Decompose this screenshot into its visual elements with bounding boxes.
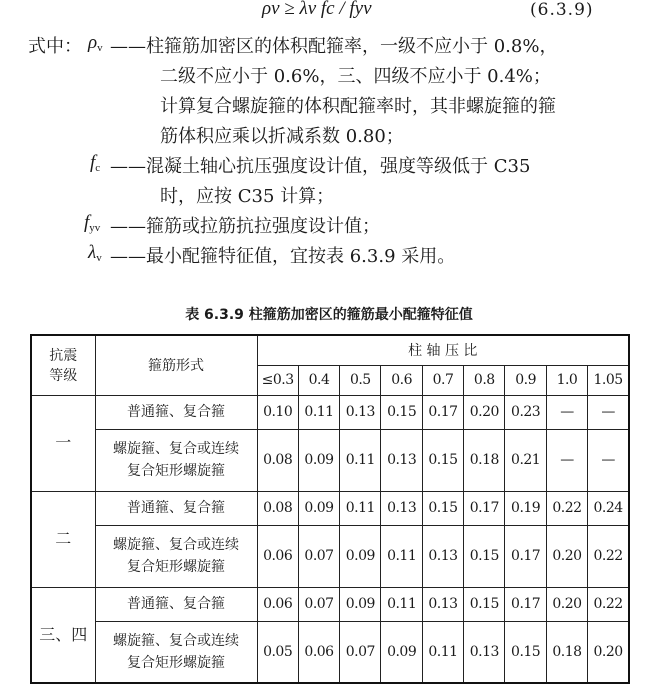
formula-line [0,0,658,28]
table-row [31,429,629,491]
value-cell: 0.11 [298,395,339,429]
fc-symbol: f [90,152,96,173]
value-cell: 0.18 [546,621,587,683]
rho-symbol: ρ [88,32,98,53]
grade-cell: 三、四 [31,587,95,683]
value-cell: 0.09 [298,429,339,491]
value-cell: 0.11 [422,621,463,683]
value-cell: 0.09 [340,587,381,621]
value-cell: 0.17 [505,525,546,587]
value-cell: 0.17 [422,395,463,429]
value-cell: 0.11 [340,429,381,491]
value-cell: 0.23 [505,395,546,429]
form-line-1: 螺旋箍、复合或连续 [113,441,239,457]
form-cell [95,429,257,491]
form-cell [95,525,257,587]
value-cell: 0.05 [257,621,298,683]
value-cell: 0.09 [381,621,422,683]
value-cell: — [546,429,587,491]
value-cell: 0.09 [298,491,339,525]
value-cell: 0.13 [422,587,463,621]
table-row [31,621,629,683]
value-cell: 0.07 [298,587,339,621]
value-cell: 0.09 [340,525,381,587]
value-cell: 0.13 [381,429,422,491]
ratio-header: ≤0.3 [257,365,298,395]
form-line-1: 螺旋箍、复合或连续 [113,632,239,649]
value-cell: 0.15 [381,395,422,429]
value-cell: 0.15 [505,621,546,683]
ratio-header: 0.8 [464,365,505,395]
table-row [31,395,629,429]
form-line-2: 复合矩形螺旋箍 [127,559,225,575]
fyv-subscript: yv [89,222,101,234]
value-cell: 0.15 [464,587,505,621]
form-cell: 普通箍、复合箍 [95,395,257,429]
value-cell: 0.19 [505,491,546,525]
ratio-header: 1.05 [588,365,629,395]
lambda-symbol: λ [88,242,97,263]
fyv-symbol: f [84,212,90,233]
lambda-subscript: v [96,252,102,264]
value-cell: 0.22 [588,525,629,587]
value-cell: 0.22 [546,491,587,525]
header-grade-line-1: 抗震 [49,348,78,365]
rho-subscript: v [97,42,103,54]
value-cell: 0.15 [422,429,463,491]
ratio-header: 0.7 [422,365,463,395]
lead-text: 式中： [28,36,82,57]
header-seismic-grade [31,335,95,395]
value-cell: 0.07 [298,525,339,587]
ratio-header: 0.4 [298,365,339,395]
value-cell: — [588,429,629,491]
value-cell: 0.21 [505,429,546,491]
definition-rho-line-2: 二级不应小于 0.6%，三、四级不应小于 0.4%； [160,66,551,87]
formula-expression: ρv ≥ λv fc / fyv [262,0,372,19]
value-cell: 0.18 [464,429,505,491]
header-grade-line-2: 等级 [49,368,78,385]
value-cell: 0.20 [588,621,629,683]
value-cell: 0.13 [340,395,381,429]
value-cell: 0.10 [257,395,298,429]
value-cell: 0.06 [257,525,298,587]
value-cell: 0.08 [257,429,298,491]
definition-rho-line-4: 筋体积应乘以折减系数 0.80； [160,126,404,147]
table-row [31,587,629,621]
value-cell: 0.15 [422,491,463,525]
value-cell: 0.20 [546,525,587,587]
definition-fc-symbol [90,152,100,174]
value-cell: 0.11 [340,491,381,525]
definition-fyv-symbol [84,212,100,234]
value-cell: 0.24 [588,491,629,525]
value-cell: 0.08 [257,491,298,525]
value-cell: 0.07 [340,621,381,683]
definition-lambda-line-1: ——最小配箍特征值，宜按表 6.3.9 采用。 [110,246,456,267]
value-cell: 0.13 [381,491,422,525]
definition-fc-line-2: 时，应按 C35 计算； [160,186,335,207]
ratio-header: 0.6 [381,365,422,395]
value-cell: 0.11 [381,525,422,587]
definition-rho-symbol [88,32,103,54]
table-row [31,525,629,587]
definition-rho-line-3: 计算复合螺旋箍的体积配箍率时，其非螺旋箍的箍 [160,96,556,117]
form-line-2: 复合矩形螺旋箍 [127,463,225,479]
definition-rho-line-1: ——柱箍筋加密区的体积配箍率，一级不应小于 0.8%， [110,36,558,57]
ratio-header: 1.0 [546,365,587,395]
value-cell: 0.06 [257,587,298,621]
grade-cell: 一 [31,395,95,491]
value-cell: 0.15 [464,525,505,587]
value-cell: 0.20 [464,395,505,429]
form-line-2: 复合矩形螺旋箍 [127,654,225,671]
form-cell [95,621,257,683]
value-cell: 0.22 [588,587,629,621]
table-row [31,491,629,525]
definition-lead [28,32,82,58]
form-line-1: 螺旋箍、复合或连续 [113,537,239,553]
value-cell: 0.11 [381,587,422,621]
ratio-header: 0.9 [505,365,546,395]
stirrup-characteristic-table [30,334,630,684]
table-caption: 表 6.3.9 柱箍筋加密区的箍筋最小配箍特征值 [185,307,473,323]
header-axial-ratio: 柱 轴 压 比 [257,335,629,365]
value-cell: — [588,395,629,429]
value-cell: 0.13 [422,525,463,587]
value-cell: 0.17 [505,587,546,621]
header-stirrup-form: 箍筋形式 [95,335,257,395]
definition-lambda-symbol [88,242,102,264]
grade-cell: 二 [31,491,95,587]
value-cell: 0.20 [546,587,587,621]
form-cell: 普通箍、复合箍 [95,491,257,525]
value-cell: 0.17 [464,491,505,525]
form-cell: 普通箍、复合箍 [95,587,257,621]
fc-subscript: c [95,162,101,174]
value-cell: — [546,395,587,429]
definition-fyv-line-1: ——箍筋或拉筋抗拉强度设计值； [110,216,380,237]
formula-number: (6.3.9) [530,0,594,20]
definition-fc-line-1: ——混凝土轴心抗压强度设计值，强度等级低于 C35 [110,156,531,177]
ratio-header: 0.5 [340,365,381,395]
value-cell: 0.13 [464,621,505,683]
value-cell: 0.06 [298,621,339,683]
